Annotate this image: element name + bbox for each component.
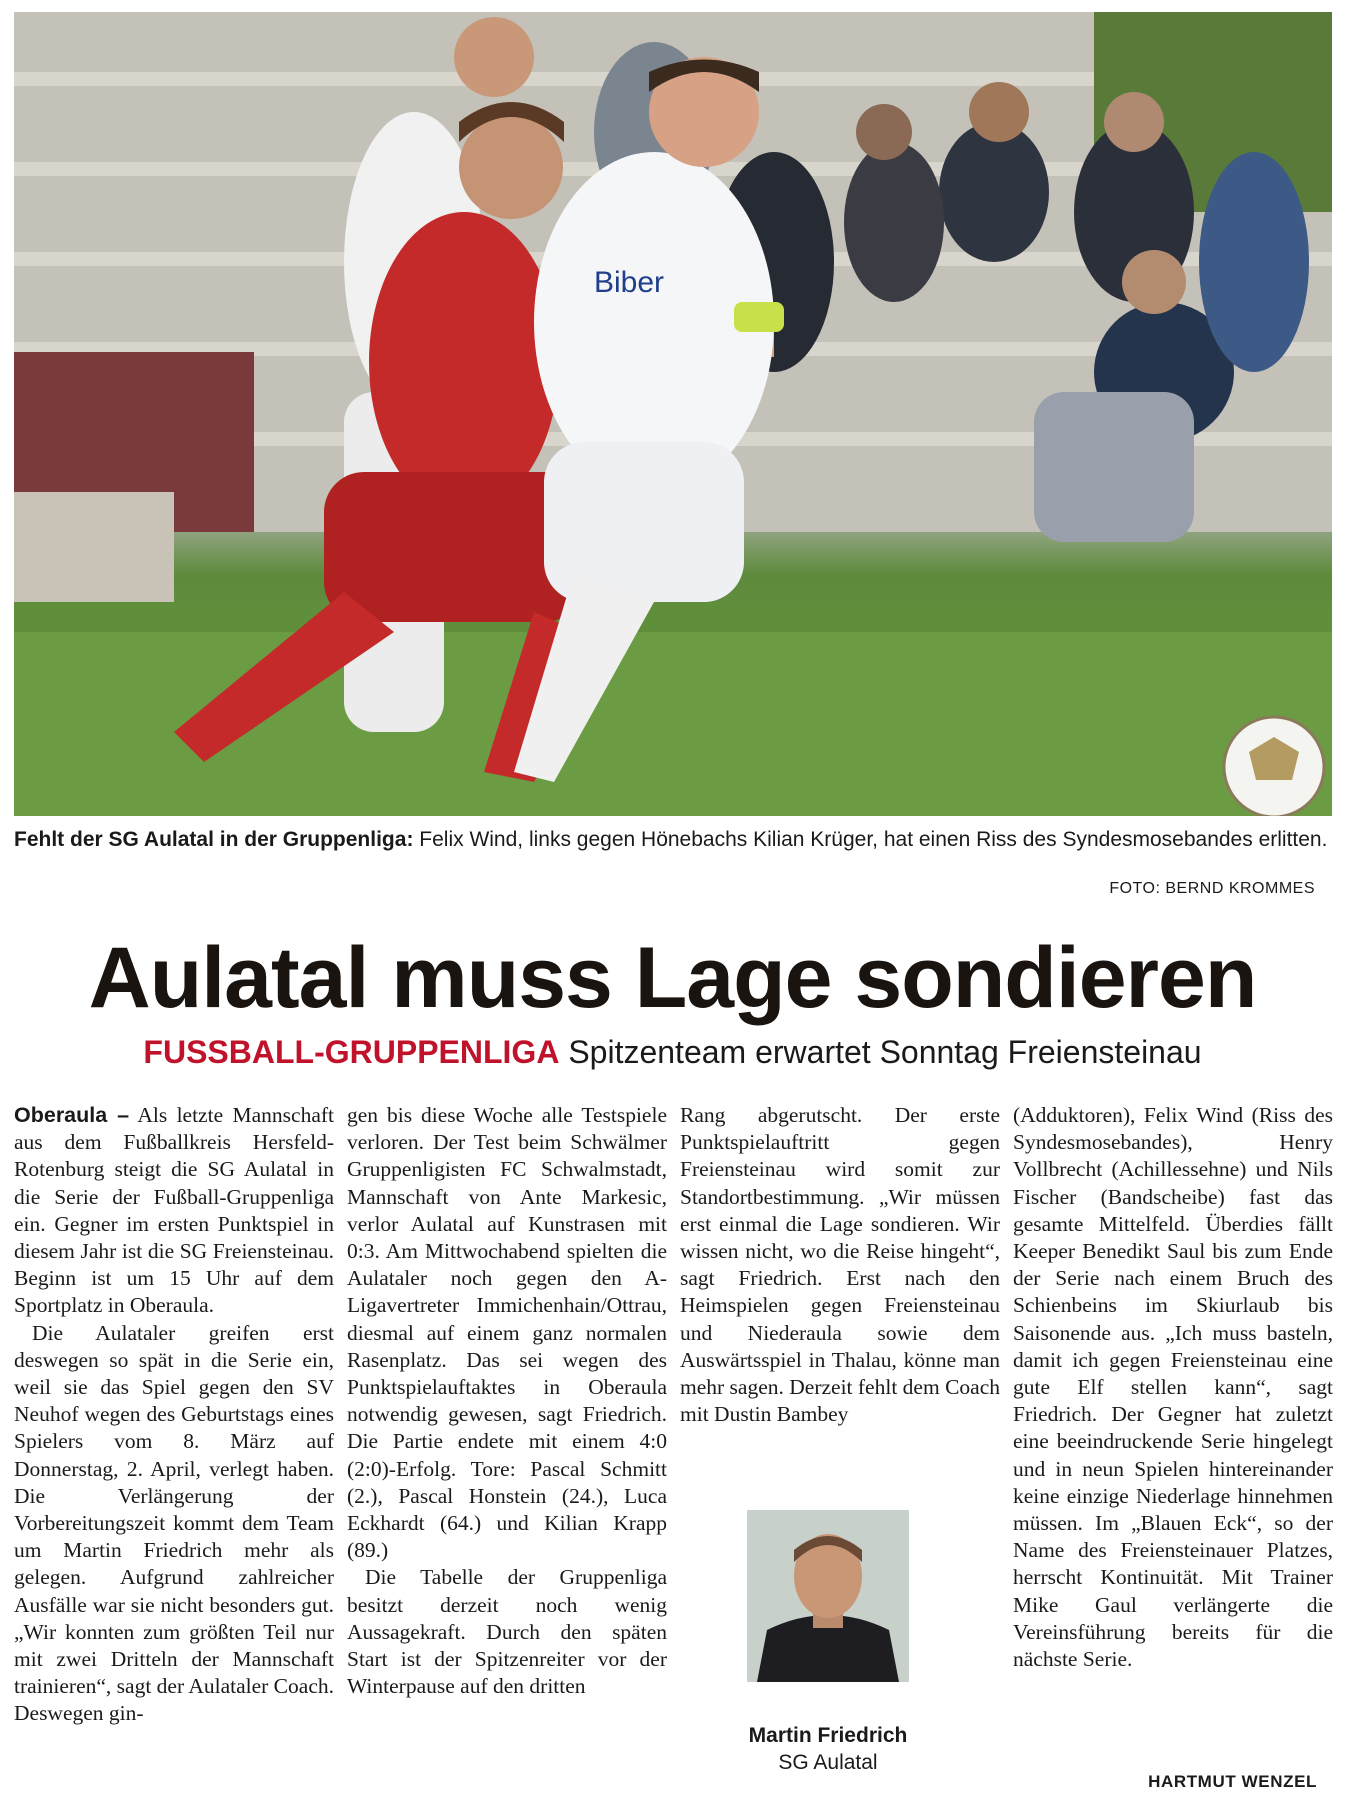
subline xyxy=(0,1032,1345,1072)
paragraph-text: Als letzte Mannschaft aus dem Fußballkreis Hersfeld-Rotenburg steigt die SG Aulatal in die Serie der Fußball-Gruppenliga ein. Gegner im ersten Punktspiel in diesem Jahr ist die SG Freiensteinau. Beginn ist um 15 Uhr auf dem Sportplatz in Oberaula. xyxy=(14,1103,334,1318)
column-1 xyxy=(14,1102,334,1728)
section-kicker: FUSSBALL-GRUPPENLIGA xyxy=(143,1034,560,1070)
caption-text: Felix Wind, links gegen Hönebachs Kilian Krüger, hat einen Riss des Syndesmosebandes erlitten. xyxy=(413,828,1328,851)
article-body xyxy=(14,1102,1332,1792)
paragraph xyxy=(14,1102,334,1320)
column-4 xyxy=(1013,1102,1333,1673)
paragraph: (Adduktoren), Felix Wind (Riss des Syndesmosebandes), Henry Vollbrecht (Achillessehne) und Nils Fischer (Bandscheibe) fast das gesamte Mittelfeld. Überdies fällt Keeper Benedikt Saul bis zum Ende der Serie nach einem Bruch des Schienbeins im Skiurlaub bis Saisonende aus. „Ich muss basteln, damit ich gegen Freiensteinau eine gute Elf stellen kann“, sagt Friedrich. Der Gegner hat zuletzt eine beeindruckende Serie hingelegt und in neun Spielen hintereinander keine einzige Niederlage hinnehmen müssen. Im „Blauen Eck“, so der Name des Freiensteinauer Platzes, herrscht Kontinuität. Mit Trainer Mike Gaul verlängerte die Vereinsführung bereits für die nächste Serie. xyxy=(1013,1103,1333,1672)
shirt-sponsor: Biber xyxy=(594,266,665,299)
paragraph: gen bis diese Woche alle Testspiele verloren. Der Test beim Schwälmer Gruppenligisten FC Schwalmstadt, Mannschaft von Ante Markesic, verlor Aulatal auf Kunstrasen mit 0:3. Am Mittwochabend spielten die Aulataler noch gegen den A-Ligavertreter Immichenhain/Ottrau, diesmal auf einem ganz normalen Rasenplatz. Das sei wegen des Punktspielauftaktes in Oberaula notwendig gewesen, sagt Friedrich. Die Partie endete mit einem 4:0 (2:0)-Erfolg. Tore: Pascal Schmitt (2.), Pascal Honstein (24.), Luca Eckhardt (64.) und Kilian Krapp (89.) xyxy=(347,1103,667,1563)
photo-caption xyxy=(14,826,1332,853)
dateline: Oberaula – xyxy=(14,1103,130,1127)
portrait-photo xyxy=(747,1510,909,1682)
paragraph: Die Aulataler greifen erst deswegen so spät in die Serie ein, weil sie das Spiel gegen den SV Neuhof wegen des Geburtstags eines Spielers vom 8. März auf Donnerstag, 2. April, verlegt haben. Die Verlängerung der Vorbereitungszeit kommt dem Team um Martin Friedrich mehr als gelegen. Aufgrund zahlreicher Ausfälle war sie nicht besonders gut. „Wir konnten zum größten Teil nur mit zwei Dritteln der Mannschaft trainieren“, sagt der Aulataler Coach. Deswegen gin- xyxy=(14,1320,334,1726)
portrait-club: SG Aulatal xyxy=(778,1751,878,1774)
caption-lead: Fehlt der SG Aulatal in der Gruppenliga: xyxy=(14,828,414,851)
author-byline: HARTMUT WENZEL xyxy=(1148,1772,1317,1791)
match-photo xyxy=(14,12,1332,816)
paragraph: Die Tabelle der Gruppenliga besitzt derzeit noch wenig Aussagekraft. Durch den späten Start ist der Spitzenreiter vor der Winterpause auf den dritten xyxy=(347,1565,667,1699)
subline-text: Spitzenteam erwartet Sonntag Freiensteinau xyxy=(559,1034,1202,1070)
photo-credit: FOTO: BERND KROMMES xyxy=(1109,880,1315,897)
portrait-name: Martin Friedrich xyxy=(748,1724,908,1747)
column-2 xyxy=(347,1102,667,1700)
paragraph: Rang abgerutscht. Der erste Punktspielauftritt gegen Freiensteinau wird somit zur Standortbestimmung. „Wir müssen erst einmal die Lage sondieren. Wir wissen nicht, wo die Reise hingeht“, sagt Friedrich. Erst nach den Heimspielen gegen Freiensteinau und Niederaula sowie dem Auswärtsspiel in Thalau, könne man mehr sagen. Derzeit fehlt dem Coach mit Dustin Bambey xyxy=(680,1103,1000,1427)
column-3 xyxy=(680,1102,1000,1428)
portrait-caption xyxy=(700,1722,956,1776)
headline: Aulatal muss Lage sondieren xyxy=(88,930,1257,1026)
